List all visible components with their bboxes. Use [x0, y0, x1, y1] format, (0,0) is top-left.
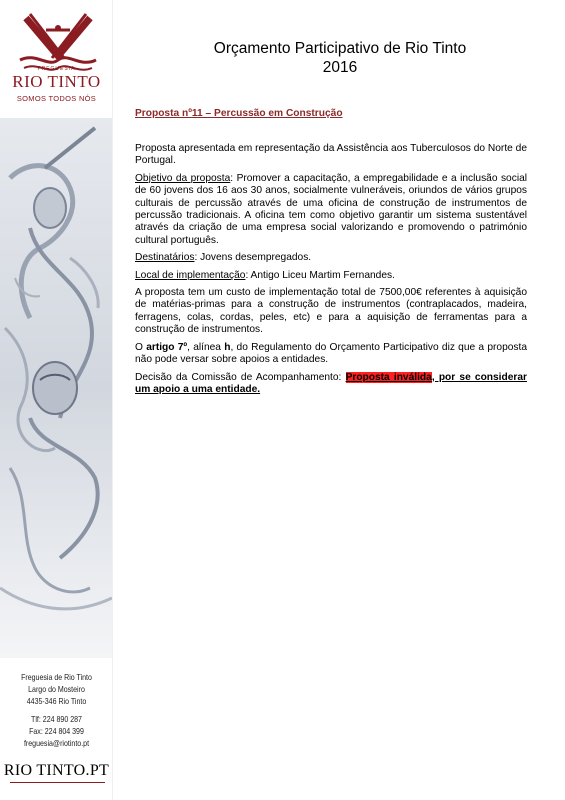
decision-reason: , por se considerar um apoio a uma entidade.: [135, 371, 527, 395]
contact-fax: Fax: 224 804 399: [29, 727, 84, 737]
sidebar-divider: [112, 0, 113, 800]
website-underline: [10, 782, 105, 783]
target-label: Destinatários: [135, 252, 195, 264]
logo-tagline: SOMOS TODOS NÓS: [16, 94, 97, 103]
contact-postcode: 4435-346 Rio Tinto: [26, 696, 87, 706]
article-number: artigo 7º: [146, 341, 188, 353]
contact-street: Largo do Mosteiro: [28, 684, 85, 694]
location-text: : Antigo Liceu Martim Fernandes.: [245, 269, 395, 281]
sidebar: [0, 0, 113, 800]
target-text: : Jovens desempregados.: [194, 252, 312, 264]
location-label: Local de implementação: [135, 269, 246, 281]
objective-text: : Promover a capacitação, a empregabilidade e a inclusão social de 60 jovens dos 16 aos 30 anos, socialmente vulneráveis, oriundos de vários grupos culturais de percussão através de uma oficina de construção de instrumentos de percussão tradicionais. A oficina tem como objetivo garantir um sistema sustentável através da criação de uma empresa social valorizando e promovendo o património cultural português.: [135, 172, 528, 246]
logo-label: FREGUESIA: [37, 66, 76, 72]
article-rest: , do Regulamento do Orçamento Participativo diz que a proposta não pode versar sobre apoios a entidades.: [135, 341, 527, 366]
objective-paragraph: [135, 173, 527, 247]
target-paragraph: [135, 252, 527, 264]
cost-paragraph: A proposta tem um custo de implementação total de 7500,00€ referentes à aquisição de matérias-primas para a construção de instrumentos (contraplacados, madeira, ferragens, colas, cordas, peles, etc) e para a aquisição de ferramentas para a construção de instrumentos.: [135, 287, 527, 336]
proposal-body: [135, 143, 527, 401]
contact-email: freguesia@riotinto.pt: [23, 738, 90, 748]
website-label: RIO TINTO.PT: [3, 762, 110, 779]
title-line-2: 2016: [322, 59, 358, 76]
contact-block: [8, 672, 105, 750]
logo-name: RIO TINTO: [12, 72, 101, 91]
article-letter: h: [224, 341, 231, 353]
contact-phone: Tlf: 224 890 287: [31, 715, 82, 725]
contact-name: Freguesia de Rio Tinto: [21, 673, 92, 682]
decision-label: Decisão da Comissão de Acompanhamento:: [135, 371, 346, 383]
decision-paragraph: [135, 372, 527, 397]
location-paragraph: [135, 270, 527, 282]
proposal-heading: Proposta nº11 – Percussão em Construção: [135, 108, 343, 119]
azulejo-illustration: [0, 118, 112, 658]
article-mid: , alínea: [187, 341, 225, 353]
objective-label: Objetivo da proposta: [135, 172, 231, 184]
article-prefix: O: [135, 341, 147, 353]
intro-paragraph: Proposta apresentada em representação da Assistência aos Tuberculosos do Norte de Portugal.: [135, 143, 527, 167]
title-line-1: Orçamento Participativo de Rio Tinto: [213, 40, 467, 57]
page-title: [130, 39, 550, 77]
decision-highlight: Proposta inválida: [345, 371, 432, 383]
article-paragraph: [135, 342, 527, 367]
